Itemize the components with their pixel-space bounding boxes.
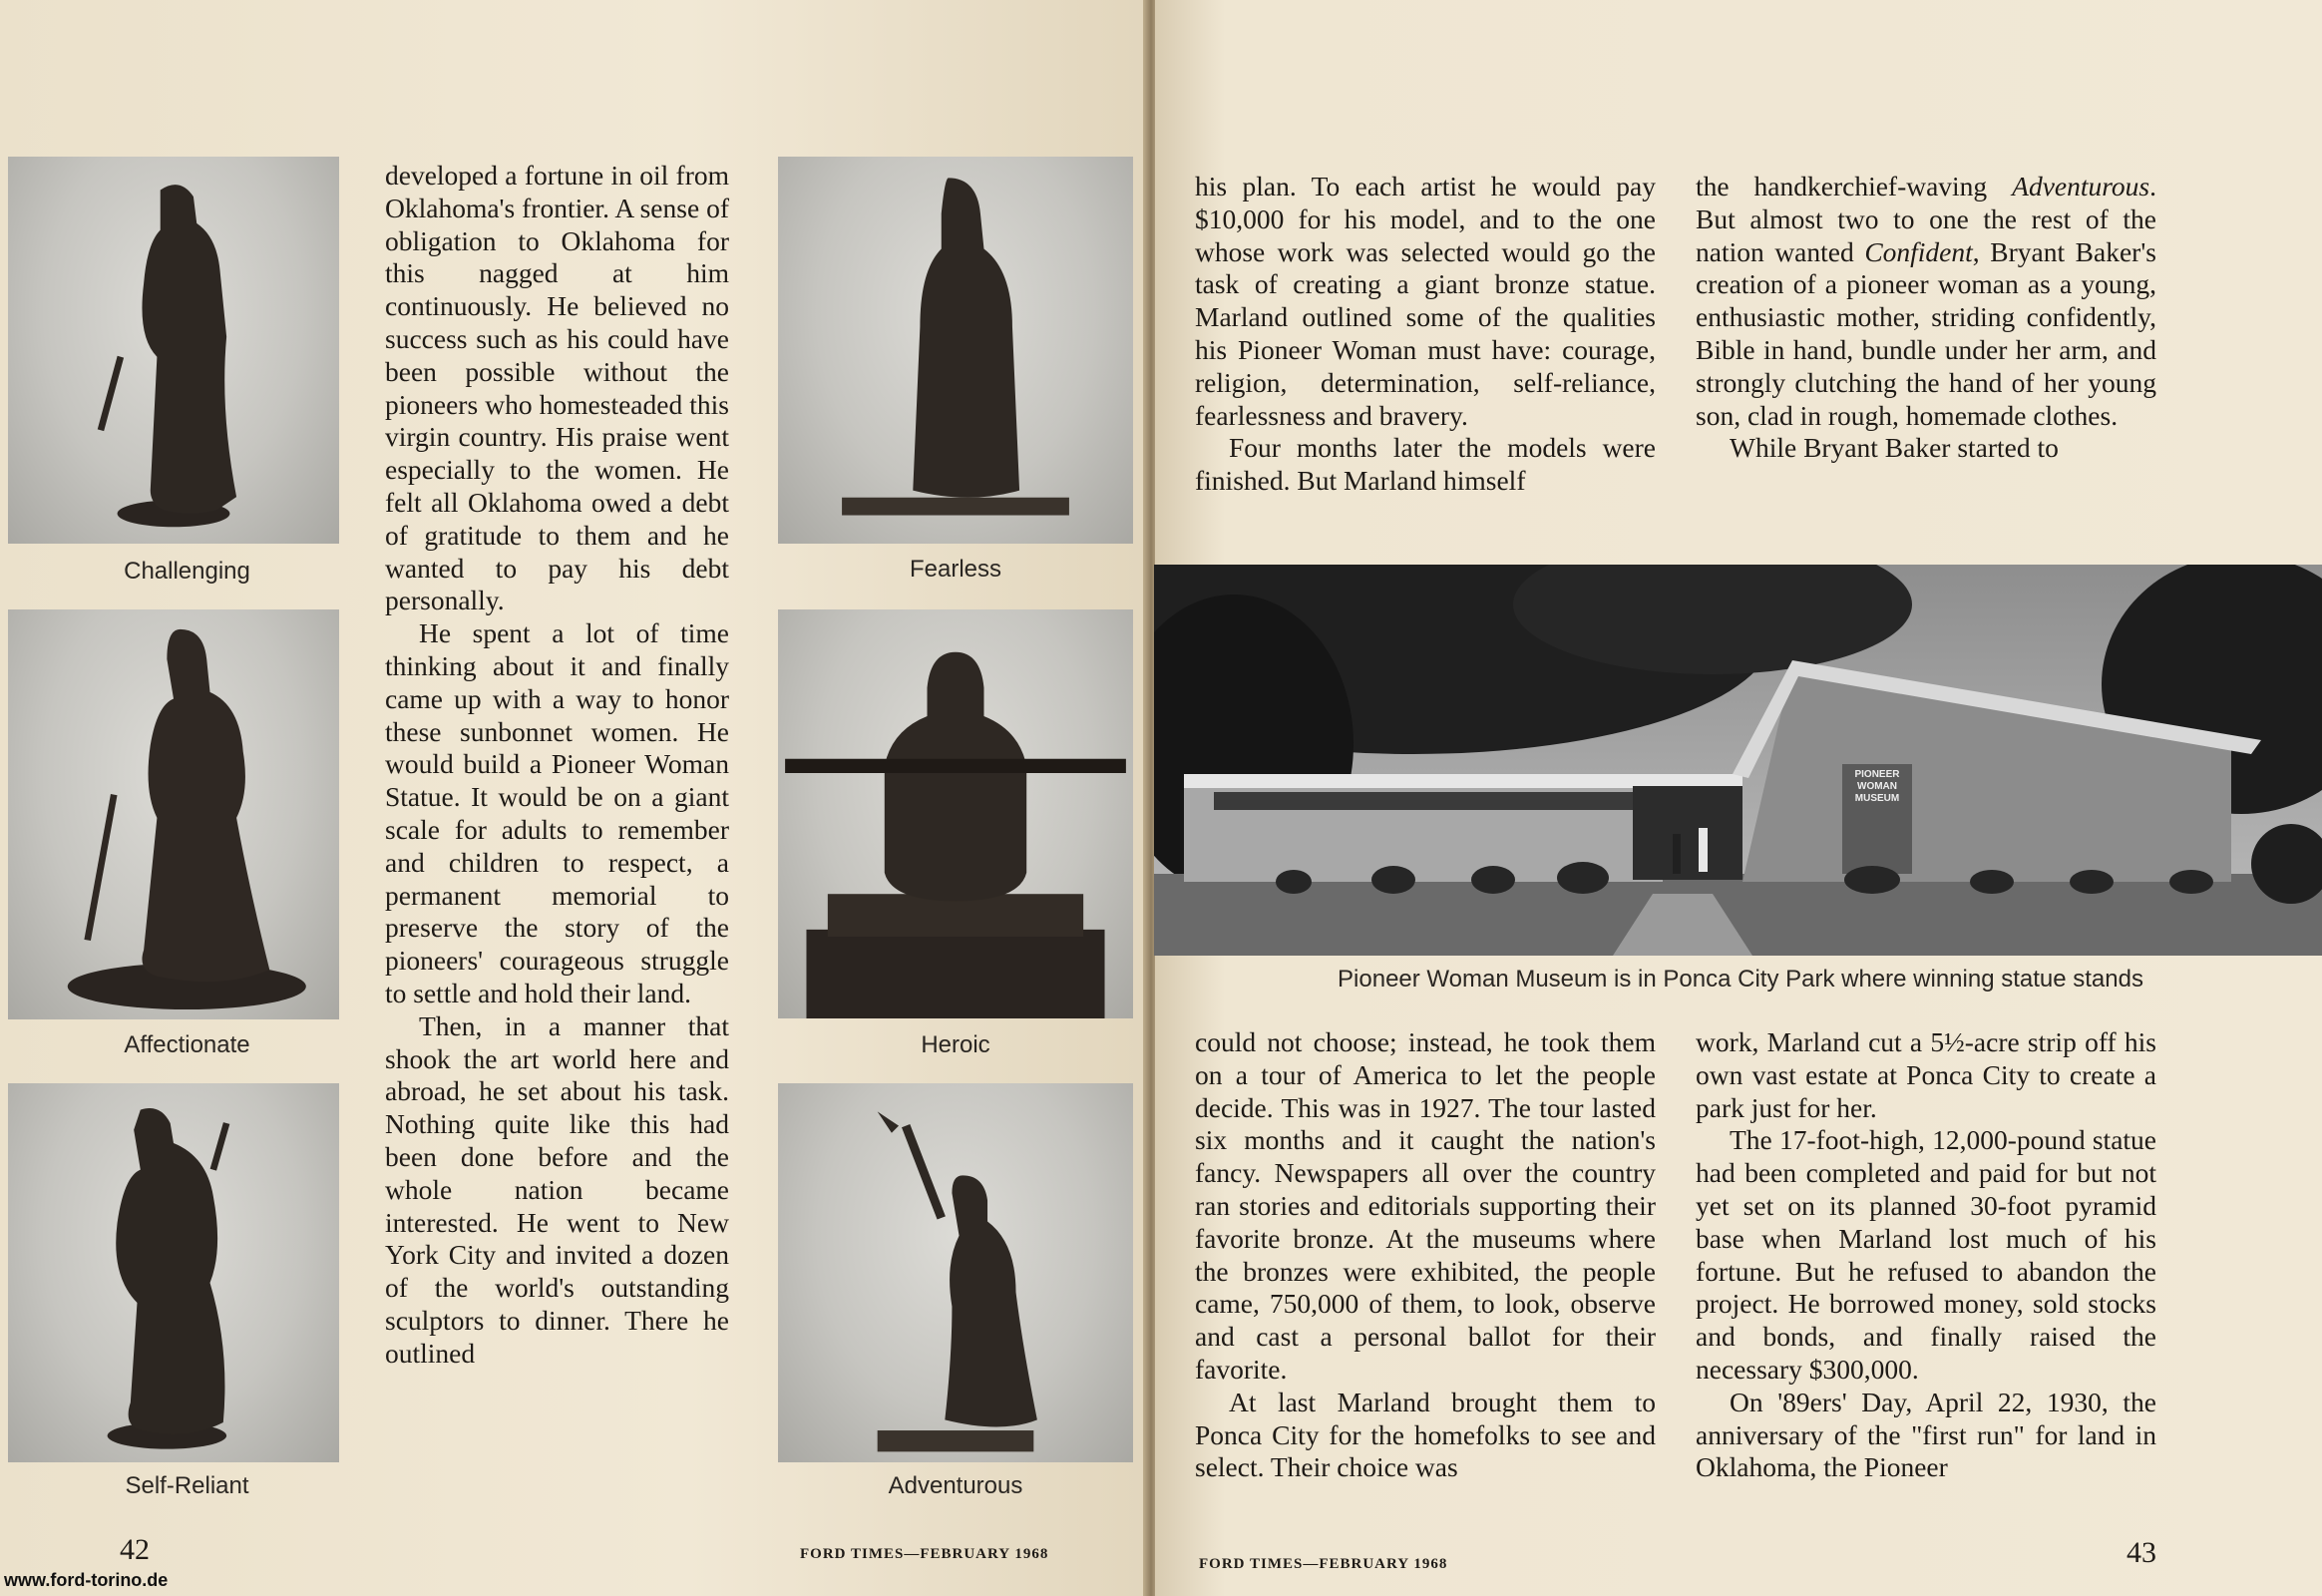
paragraph: He spent a lot of time thinking about it and finally came up with a way to honor these sunbonnet women. He would build a Pioneer Woman Statue. It would be on a giant scale for adults to remember and children to respect, a permanent memorial to preserve the story of the pioneers' courageous struggle to settle and hold their land. [385, 617, 729, 1008]
paragraph: his plan. To each artist he would pay $10,000 for his model, and to the one whose work was selected would go the task of creating a giant bronze statue. Marland outlined some of the qualities his Pioneer Woman must have: courage, religion, determination, self-reliance, fearlessness and bravery. [1195, 171, 1656, 431]
caption-challenging: Challenging [124, 558, 250, 585]
paragraph: Four months later the models were finished. But Marland himself [1195, 432, 1656, 497]
right-page-bottom-column-1 [1195, 1026, 1656, 1484]
caption-self-reliant: Self-Reliant [125, 1472, 249, 1499]
museum-photo-caption: Pioneer Woman Museum is in Ponca City Park where winning statue stands [1338, 966, 2143, 993]
right-page-top-column-1 [1195, 171, 1656, 498]
page-number-right: 43 [2127, 1536, 2156, 1569]
left-page-text-column [385, 160, 729, 1370]
museum-sign: PIONEER WOMAN MUSEUM [1854, 769, 1900, 804]
paragraph: work, Marland cut a 5½-acre strip off his own vast estate at Ponca City to create a park just for her. [1696, 1026, 2156, 1123]
paragraph: While Bryant Baker started to [1730, 432, 2059, 464]
right-page-top-column-2 [1696, 171, 2156, 465]
running-head-right: FORD TIMES—FEBRUARY 1968 [1199, 1556, 1448, 1572]
site-watermark: www.ford-torino.de [4, 1570, 169, 1590]
statue-photo-fearless [778, 157, 1133, 544]
paragraph: Then, in a manner that shook the art world here and abroad, he set about his task. Nothing quite like this had been done before and the whole nation became interested. He went to New York City and invited a dozen of the world's outstanding sculptors to dinner. There he outlined [385, 1009, 729, 1369]
caption-heroic: Heroic [921, 1031, 990, 1058]
paragraph: could not choose; instead, he took them on a tour of America to let the people decide. This was in 1927. The tour lasted six months and it caught the nation's fancy. Newspapers all over the country ran stories and editorials supporting their favorite bronze. At the museums where the bronzes were exhibited, the people came, 750,000 of them, to look, observe and cast a personal ballot for their favorite. [1195, 1026, 1656, 1385]
paragraph: developed a fortune in oil from Oklahoma's frontier. A sense of obligation to Oklahoma for this nagged at him continuously. He believed no success such as his could have been possible without the pioneers who homesteaded this virgin country. His praise went especially to the women. He felt all Oklahoma owed a debt of gratitude to them and he wanted to pay his debt personally. [385, 160, 729, 616]
page-number-left: 42 [120, 1533, 150, 1566]
right-page-bottom-column-2 [1696, 1026, 2156, 1484]
caption-affectionate: Affectionate [124, 1031, 250, 1058]
statue-photo-affectionate [8, 609, 339, 1019]
paragraph: The 17-foot-high, 12,000-pound statue had been completed and paid for but not yet set on its planned 30-foot pyramid base when Marland lost much of his fortune. But he refused to abandon the project. He borrowed money, sold stocks and bonds, and finally raised the necessary $300,000. [1696, 1124, 2156, 1385]
caption-fearless: Fearless [909, 556, 1002, 583]
paragraph: the handkerchief-waving Adventurous. But almost two to one the rest of the nation wanted Confident, Bryant Baker's creation of a pioneer woman as a young, enthusiastic mother, striding confidently, Bible in hand, bundle under her arm, and strongly clutching the hand of her young son, clad in rough, homemade clothes. [1696, 171, 2156, 431]
paragraph: On '89ers' Day, April 22, 1930, the anniversary of the "first run" for land in Oklahoma, the Pioneer [1696, 1386, 2156, 1483]
caption-adventurous: Adventurous [888, 1472, 1023, 1499]
statue-photo-challenging [8, 157, 339, 544]
statue-photo-adventurous [778, 1083, 1133, 1462]
statue-photo-heroic [778, 609, 1133, 1018]
museum-photo [1154, 565, 2322, 956]
running-head-left: FORD TIMES—FEBRUARY 1968 [800, 1546, 1049, 1562]
paragraph: At last Marland brought them to Ponca City for the homefolks to see and select. Their choice was [1195, 1386, 1656, 1483]
statue-photo-self-reliant [8, 1083, 339, 1462]
